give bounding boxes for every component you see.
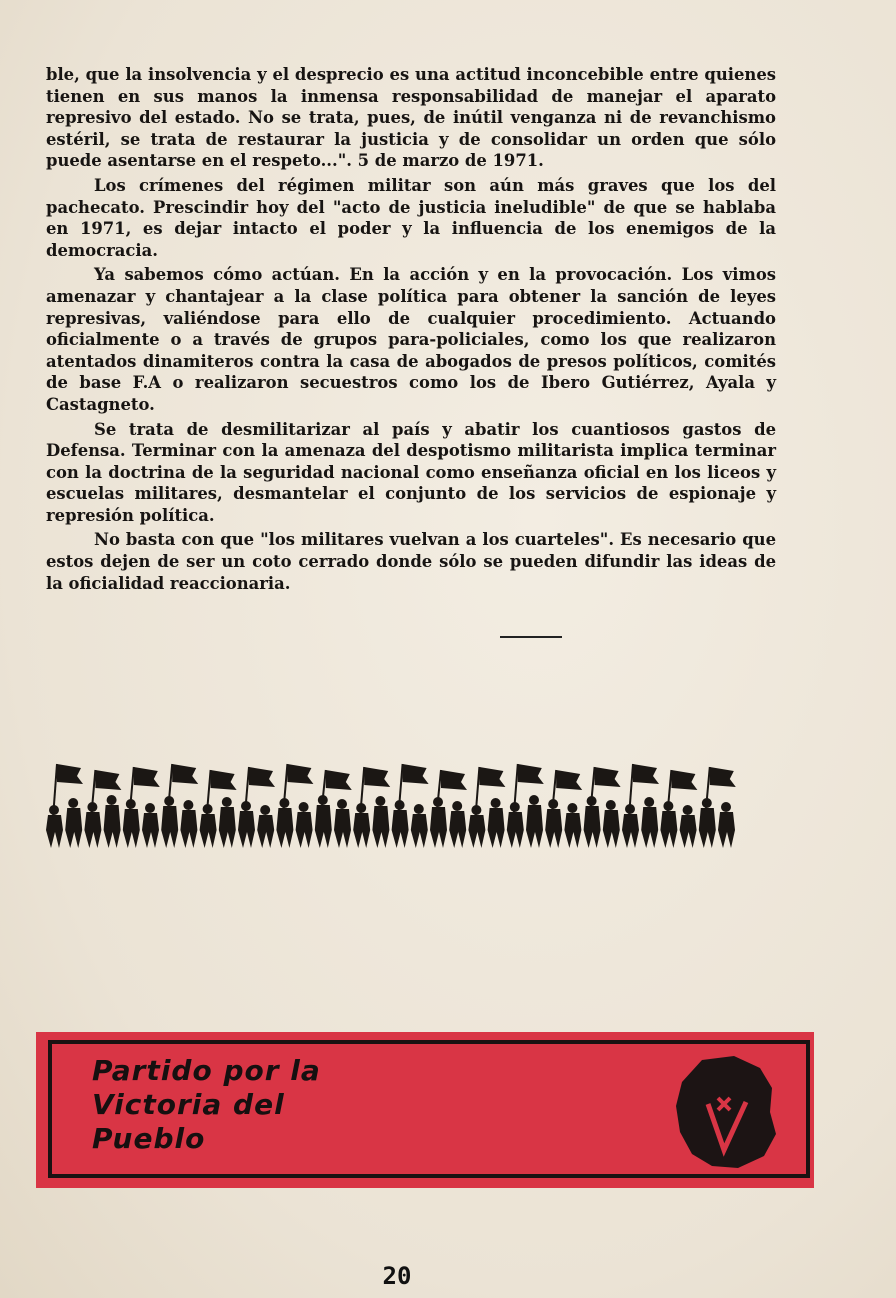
marching-crowd-with-flags-icon: [42, 760, 744, 848]
crowd-figure-part: [564, 813, 581, 848]
crowd-figure-part: [145, 803, 155, 813]
crowd-figure-part: [222, 797, 232, 807]
paragraph-2: Los crímenes del régimen militar son aún más graves que los del pachecato. Prescindir hoy del "acto de justicia ineludible" de que se hablaba en 1971, es dejar intacto el poder y la influencia de los enemigos de la democracia.: [46, 175, 776, 260]
crowd-figure-part: [84, 812, 101, 848]
paragraph-4: Se trata de desmilitarizar al país y abatir los cuantiosos gastos de Defensa. Terminar con la amenaza del despotismo militarista implica terminar con la doctrina de la seguridad nacional como enseñanza oficial en los liceos y escuelas militares, desmantelar el conjunto de los servicios de espionaje y represión política.: [46, 419, 776, 525]
crowd-figure-part: [337, 799, 347, 809]
crowd-figure-part: [260, 805, 270, 815]
crowd-figure-part: [219, 807, 236, 848]
crowd-figure-part: [606, 800, 616, 810]
page-number: 20: [382, 1262, 412, 1290]
crowd-figure-part: [718, 812, 735, 848]
crowd-figure-part: [488, 808, 505, 848]
crowd-figure-part: [699, 808, 716, 848]
crowd-figure-part: [414, 804, 424, 814]
crowd-figure-part: [104, 805, 121, 848]
crowd-figure-part: [299, 802, 309, 812]
crowd-figure-part: [641, 807, 658, 848]
crowd-figure-part: [134, 767, 160, 787]
crowd-figure-part: [529, 795, 539, 805]
crowd-figure-part: [287, 764, 313, 784]
crowd-figure-part: [392, 810, 409, 848]
crowd-figure-part: [107, 795, 117, 805]
crowd-figure-part: [315, 805, 332, 848]
banner-title-line-1: Partido por la: [92, 1054, 321, 1087]
crowd-figure-part: [46, 815, 63, 848]
crowd-figure-part: [721, 802, 731, 812]
crowd-figure-part: [353, 813, 370, 848]
crowd-figure-part: [238, 811, 255, 848]
crowd-figure-part: [68, 798, 78, 808]
crowd-figure-part: [296, 812, 313, 848]
crowd-figure-part: [452, 801, 462, 811]
crowd-figure-part: [372, 806, 389, 848]
banner-title-line-3: Pueblo: [92, 1122, 206, 1155]
crowd-figure-part: [710, 767, 736, 787]
uruguay-map-logo-icon: [672, 1054, 778, 1172]
crowd-figure-part: [180, 810, 197, 848]
article-text: [46, 64, 776, 597]
crowd-figure-part: [507, 812, 524, 848]
banner-title-line-2: Victoria del: [92, 1088, 285, 1121]
crowd-figure-part: [65, 808, 82, 848]
paragraph-1: ble, que la insolvencia y el desprecio es una actitud inconcebible entre quienes tienen en sus manos la inmensa responsabilidad de manejar el aparato represivo del estado. No se trata, pues, de inútil venganza ni de revanchismo estéril, se trata de restaurar la justicia y de consolidar un orden que sólo puede asentarse en el respeto...". 5 de marzo de 1971.: [46, 65, 776, 171]
crowd-figure-part: [57, 764, 83, 784]
crowd-figure-part: [518, 764, 544, 784]
crowd-figure-part: [468, 815, 485, 848]
crowd-figure-part: [633, 764, 659, 784]
crowd-figure-part: [364, 767, 390, 787]
crowd-figure-part: [334, 809, 351, 848]
crowd-figure-part: [411, 814, 428, 848]
paragraph-5: No basta con que "los militares vuelvan a los cuarteles". Es necesario que estos dejen de ser un coto cerrado donde sólo se pueden difundir las ideas de la oficialidad reaccionaria.: [46, 530, 776, 593]
crowd-figure-part: [441, 770, 467, 790]
crowd-figure-part: [211, 770, 237, 790]
crowd-figure-part: [644, 797, 654, 807]
paragraph-3: Ya sabemos cómo actúan. En la acción y en la provocación. Los vimos amenazar y chantajear a la clase política para obtener la sanción de leyes represivas, valiéndose para ello de cualquier procedimiento. Actuando oficialmente o a través de grupos para-policiales, como los que realizaron atentados dinamiteros contra la casa de abogados de presos políticos, comités de base F.A o realizaron secuestros como los de Ibero Gutiérrez, Ayala y Castagneto.: [46, 265, 776, 414]
crowd-figure-part: [142, 813, 159, 848]
crowd-figure-part: [680, 815, 697, 848]
crowd-figure-part: [375, 796, 385, 806]
crowd-figure-part: [567, 803, 577, 813]
crowd-figure-part: [479, 767, 505, 787]
crowd-figure-part: [403, 764, 429, 784]
crowd-figure-part: [249, 767, 275, 787]
crowd-figure-part: [449, 811, 466, 848]
crowd-figure-part: [95, 770, 121, 790]
crowd-figure-part: [172, 764, 198, 784]
crowd-figure-part: [595, 767, 621, 787]
crowd-figure-part: [526, 805, 543, 848]
crowd-figure-part: [683, 805, 693, 815]
crowd-figure-part: [161, 806, 178, 848]
crowd-figure-part: [603, 810, 620, 848]
crowd-figure-part: [123, 809, 140, 848]
end-rule: [500, 636, 562, 638]
crowd-figure-part: [430, 807, 447, 848]
crowd-figure-part: [584, 806, 601, 848]
crowd-figure-part: [276, 808, 293, 848]
crowd-figure-part: [257, 815, 274, 848]
crowd-figure-part: [556, 770, 582, 790]
crowd-figure-part: [183, 800, 193, 810]
crowd-figure-part: [622, 814, 639, 848]
crowd-figure-part: [326, 770, 352, 790]
crowd-figure-part: [660, 811, 677, 848]
crowd-figure-part: [491, 798, 501, 808]
crowd-figure-part: [200, 814, 217, 848]
crowd-figure-part: [671, 770, 697, 790]
crowd-figure-part: [545, 809, 562, 848]
banner-title: [92, 1054, 412, 1156]
